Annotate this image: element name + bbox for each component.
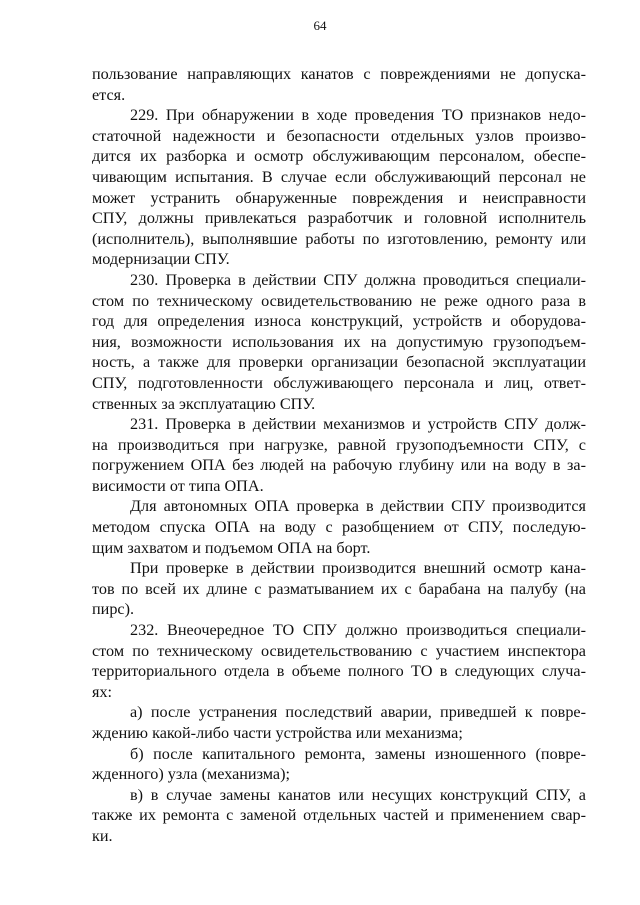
- text-line: также их ремонта с заменой отдельных частей и применением свар-: [92, 806, 586, 825]
- paragraph-231-start: 231. Проверка в действии механизмов и устройств СПУ долж-: [130, 415, 586, 434]
- text-line: висимости от типа ОПА.: [92, 476, 264, 495]
- text-line: СПУ, подготовленности обслуживающего персонала и лиц, ответ-: [92, 373, 586, 392]
- text-line: стом по техническому освидетельствованию не реже одного раза в: [92, 291, 586, 310]
- paragraph-229-start: 229. При обнаружении в ходе проведения ТО признаков недо-: [130, 106, 586, 125]
- text-line: пирс).: [92, 600, 135, 619]
- text-line: ния, возможности использования их на допустимую грузоподъем-: [92, 332, 586, 351]
- text-line: щим захватом и подъемом ОПА на борт.: [92, 538, 371, 557]
- text-line: может устранить обнаруженные повреждения и неисправности: [92, 188, 586, 207]
- text-line: тов по всей их длине с разматыванием их с барабана на палубу (на: [92, 579, 586, 598]
- text-line: ность, а также для проверки организации безопасной эксплуатации: [92, 353, 586, 372]
- text-line: ется.: [92, 85, 126, 104]
- text-line: ях:: [92, 682, 113, 701]
- text-line: ки.: [92, 826, 113, 845]
- text-line: статочной надежности и безопасности отдельных узлов произво-: [92, 126, 586, 145]
- text-line: модернизации СПУ.: [92, 250, 230, 269]
- text-line: погружением ОПА без людей на рабочую глубину или на воду в за-: [92, 456, 586, 475]
- text-line: жденного) узла (механизма);: [92, 765, 290, 784]
- text-line: ждению какой-либо части устройства или механизма;: [92, 724, 463, 742]
- text-line: стом по техническому освидетельствованию с участием инспектора: [92, 641, 586, 660]
- text-line: пользование направляющих канатов с повреждениями не допуска-: [92, 65, 586, 83]
- body-text: [92, 64, 586, 847]
- text-line: территориального отдела в объеме полного ТО в следующих случа-: [92, 662, 586, 681]
- text-line: (исполнитель), выполнявшие работы по изготовлению, ремонту или: [92, 229, 586, 248]
- text-line: СПУ, должны привлекаться разработчик и головной исполнитель: [92, 209, 586, 228]
- text-line: чивающим испытания. В случае если обслуживающий персонал не: [92, 167, 586, 186]
- list-item-a: а) после устранения последствий аварии, приведшей к повре-: [130, 703, 586, 722]
- text-line: ственных за эксплуатацию СПУ.: [92, 394, 316, 413]
- list-item-c: в) в случае замены канатов или несущих конструкций СПУ, а: [130, 785, 586, 804]
- text-line: год для определения износа конструкций, устройств и оборудова-: [92, 312, 586, 331]
- text-line: методом спуска ОПА на воду с разобщением от СПУ, последую-: [92, 518, 586, 537]
- paragraph-inspection-start: При проверке в действии производится внешний осмотр кана-: [130, 559, 586, 578]
- page-number: 64: [313, 18, 327, 33]
- text-line: на производиться при нагрузке, равной грузоподъемности СПУ, с: [92, 435, 586, 454]
- paragraph-232-start: 232. Внеочередное ТО СПУ должно производиться специали-: [130, 621, 586, 640]
- text-line: дится их разборка и осмотр обслуживающим персоналом, обеспе-: [92, 147, 586, 166]
- list-item-b: б) после капитального ремонта, замены изношенного (повре-: [130, 744, 586, 763]
- paragraph-autonomous-start: Для автономных ОПА проверка в действии СПУ производится: [130, 497, 586, 516]
- paragraph-230-start: 230. Проверка в действии СПУ должна проводиться специали-: [130, 270, 586, 289]
